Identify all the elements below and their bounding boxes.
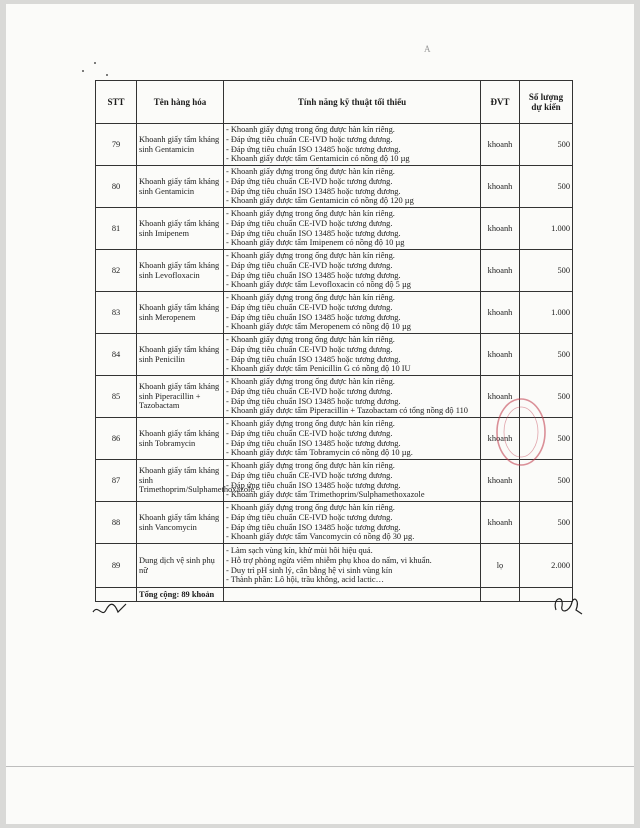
row-spec [224, 124, 481, 166]
row-item-name: Khoanh giấy tẩm kháng sinh Piperacillin + Tazobactam [137, 376, 224, 418]
row-spec [224, 292, 481, 334]
header-unit: ĐVT [481, 81, 520, 124]
row-item-name: Khoanh giấy tẩm kháng sinh Meropenem [137, 292, 224, 334]
spec-line: - Khoanh giấy được tẩm Tobramycin có nồng độ 10 µg. [226, 448, 413, 458]
spec-line: - Khoanh giấy được tẩm Meropenem có nồng độ 10 µg [226, 322, 411, 332]
spec-line: - Duy trì pH sinh lý, cân bằng hệ vi sinh vùng kín [226, 565, 393, 575]
red-seal-stamp [494, 396, 548, 468]
row-spec [224, 460, 481, 502]
row-qty: 500 [520, 124, 573, 166]
spec-line: - Khoanh giấy được tẩm Gentamicin có nồng độ 120 µg [226, 196, 414, 206]
spec-line: - Đáp ứng tiêu chuẩn ISO 13485 hoặc tương đương. [226, 354, 401, 364]
table-row [96, 334, 573, 376]
spec-line: - Đáp ứng tiêu chuẩn ISO 13485 hoặc tương đương. [226, 144, 401, 154]
row-unit: khoanh [481, 166, 520, 208]
row-stt: 83 [96, 292, 137, 334]
row-item-name: Khoanh giấy tẩm kháng sinh Gentamicin [137, 166, 224, 208]
spec-line: - Đáp ứng tiêu chuẩn CE-IVD hoặc tương đương. [226, 386, 393, 396]
spec-line: - Đáp ứng tiêu chuẩn ISO 13485 hoặc tương đương. [226, 522, 401, 532]
spec-line: - Đáp ứng tiêu chuẩn ISO 13485 hoặc tương đương. [226, 438, 401, 448]
items-table [95, 80, 573, 602]
spec-line: - Khoanh giấy đựng trong ống được hàn kín riêng. [226, 334, 395, 344]
row-spec [224, 502, 481, 544]
spec-line: - Đáp ứng tiêu chuẩn CE-IVD hoặc tương đương. [226, 218, 393, 228]
row-unit: khoanh [481, 376, 520, 418]
row-unit: khoanh [481, 208, 520, 250]
row-unit: khoanh [481, 124, 520, 166]
spec-line: - Khoanh giấy được tẩm Vancomycin có nồng độ 30 µg. [226, 532, 415, 542]
spec-line: - Khoanh giấy đựng trong ống được hàn kín riêng. [226, 250, 395, 260]
row-unit: khoanh [481, 334, 520, 376]
spec-line: - Khoanh giấy đựng trong ống được hàn kín riêng. [226, 208, 395, 218]
row-item-name: Khoanh giấy tẩm kháng sinh Trimethoprim/Sulphamethoxazole [137, 460, 224, 502]
spec-line: - Đáp ứng tiêu chuẩn ISO 13485 hoặc tương đương. [226, 396, 401, 406]
row-stt: 89 [96, 544, 137, 588]
row-qty: 500 [520, 334, 573, 376]
row-unit: khoanh [481, 502, 520, 544]
row-stt: 80 [96, 166, 137, 208]
row-spec [224, 334, 481, 376]
header-qty-line1: Số lượng [528, 92, 564, 102]
row-unit: khoanh [481, 250, 520, 292]
row-stt: 87 [96, 460, 137, 502]
spec-line: - Khoanh giấy được tẩm Imipenem có nồng độ 10 µg [226, 238, 405, 248]
spec-line: - Khoanh giấy đựng trong ống được hàn kín riêng. [226, 376, 395, 386]
table-row [96, 166, 573, 208]
spec-line: - Khoanh giấy được tẩm Penicillin G có nồng độ 10 IU [226, 364, 411, 374]
row-stt: 86 [96, 418, 137, 460]
row-spec [224, 418, 481, 460]
row-stt: 79 [96, 124, 137, 166]
header-spec: Tính năng kỹ thuật tối thiểu [224, 81, 481, 124]
row-qty: 1.000 [520, 208, 573, 250]
page-bottom-edge [6, 766, 634, 767]
spec-line: - Khoanh giấy đựng trong ống được hàn kín riêng. [226, 124, 395, 134]
row-item-name: Khoanh giấy tẩm kháng sinh Penicilin [137, 334, 224, 376]
spec-line: - Đáp ứng tiêu chuẩn ISO 13485 hoặc tương đương. [226, 228, 401, 238]
row-unit: khoanh [481, 460, 520, 502]
spec-line: - Đáp ứng tiêu chuẩn CE-IVD hoặc tương đương. [226, 302, 393, 312]
spec-line: - Thành phần: Lô hội, trầu không, acid lactic… [226, 575, 384, 585]
row-qty: 500 [520, 376, 573, 418]
row-qty: 2.000 [520, 544, 573, 588]
total-label [137, 588, 224, 602]
spec-line: - Đáp ứng tiêu chuẩn CE-IVD hoặc tương đương. [226, 176, 393, 186]
table-row [96, 544, 573, 588]
row-item-name: Dung dịch vệ sinh phụ nữ [137, 544, 224, 588]
table-row [96, 124, 573, 166]
spec-line: - Khoanh giấy đựng trong ống được hàn kín riêng. [226, 418, 395, 428]
total-row [96, 588, 573, 602]
total-cell [481, 588, 520, 602]
spec-line: - Khoanh giấy đựng trong ống được hàn kín riêng. [226, 460, 395, 470]
spec-line: - Khoanh giấy được tẩm Piperacillin + Tazobactam có tổng nồng độ 110 [226, 406, 468, 416]
row-spec [224, 250, 481, 292]
row-item-name: Khoanh giấy tẩm kháng sinh Levofloxacin [137, 250, 224, 292]
signature-initials-right [550, 592, 586, 618]
row-qty: 500 [520, 502, 573, 544]
spec-line: - Khoanh giấy được tẩm Levofloxacin có nồng độ 5 µg [226, 280, 411, 290]
row-item-name: Khoanh giấy tẩm kháng sinh Vancomycin [137, 502, 224, 544]
spec-line: - Khoanh giấy đựng trong ống được hàn kín riêng. [226, 166, 395, 176]
spec-line: - Khoanh giấy đựng trong ống được hàn kín riêng. [226, 502, 395, 512]
row-stt: 85 [96, 376, 137, 418]
row-spec [224, 166, 481, 208]
scan-speck [82, 70, 84, 72]
spec-line: - Đáp ứng tiêu chuẩn CE-IVD hoặc tương đương. [226, 512, 393, 522]
row-qty: 500 [520, 250, 573, 292]
spec-line: - Hỗ trợ phòng ngừa viêm nhiễm phụ khoa do nấm, vi khuẩn. [226, 555, 432, 565]
row-item-name: Khoanh giấy tẩm kháng sinh Imipenem [137, 208, 224, 250]
total-label-text: Tổng cộng: 89 khoản [139, 589, 215, 599]
spec-line: - Đáp ứng tiêu chuẩn ISO 13485 hoặc tương đương. [226, 312, 401, 322]
table-row [96, 292, 573, 334]
row-stt: 88 [96, 502, 137, 544]
row-qty: 500 [520, 418, 573, 460]
spec-line: - Đáp ứng tiêu chuẩn CE-IVD hoặc tương đương. [226, 260, 393, 270]
spec-line: - Làm sạch vùng kín, khử mùi hôi hiệu quả. [226, 545, 373, 555]
header-name: Tên hàng hóa [137, 81, 224, 124]
row-unit: khoanh [481, 292, 520, 334]
row-stt: 82 [96, 250, 137, 292]
row-unit: khoanh [481, 418, 520, 460]
spec-line: - Khoanh giấy được tẩm Gentamicin có nồng độ 10 µg [226, 154, 410, 164]
table-body [96, 124, 573, 602]
table-row [96, 208, 573, 250]
spec-line: - Đáp ứng tiêu chuẩn CE-IVD hoặc tương đương. [226, 470, 393, 480]
spec-line: - Đáp ứng tiêu chuẩn CE-IVD hoặc tương đương. [226, 134, 393, 144]
row-qty: 1.000 [520, 292, 573, 334]
header-qty [520, 81, 573, 124]
page-mark: A [424, 44, 431, 54]
scan-speck [106, 74, 108, 76]
spec-line: - Đáp ứng tiêu chuẩn CE-IVD hoặc tương đương. [226, 344, 393, 354]
spec-line: - Khoanh giấy đựng trong ống được hàn kín riêng. [226, 292, 395, 302]
total-cell [224, 588, 481, 602]
row-item-name: Khoanh giấy tẩm kháng sinh Gentamicin [137, 124, 224, 166]
spec-line: - Đáp ứng tiêu chuẩn CE-IVD hoặc tương đương. [226, 428, 393, 438]
table-row [96, 502, 573, 544]
row-unit: lọ [481, 544, 520, 588]
row-stt: 84 [96, 334, 137, 376]
header-stt: STT [96, 81, 137, 124]
signature-initials-left [90, 598, 130, 620]
spec-line: - Đáp ứng tiêu chuẩn ISO 13485 hoặc tương đương. [226, 186, 401, 196]
spec-line: - Khoanh giấy được tẩm Trimethoprim/Sulphamethoxazole [226, 490, 425, 500]
table-row [96, 250, 573, 292]
table-row [96, 460, 573, 502]
row-spec [224, 208, 481, 250]
row-item-name: Khoanh giấy tẩm kháng sinh Tobramycin [137, 418, 224, 460]
spec-line: - Đáp ứng tiêu chuẩn ISO 13485 hoặc tương đương. [226, 480, 401, 490]
header-qty-line2: dự kiến [531, 102, 561, 112]
row-qty: 500 [520, 166, 573, 208]
spec-line: - Đáp ứng tiêu chuẩn ISO 13485 hoặc tương đương. [226, 270, 401, 280]
row-spec [224, 376, 481, 418]
row-stt: 81 [96, 208, 137, 250]
scan-speck [94, 62, 96, 64]
row-spec [224, 544, 481, 588]
table-header-row [96, 81, 573, 124]
row-qty: 500 [520, 460, 573, 502]
